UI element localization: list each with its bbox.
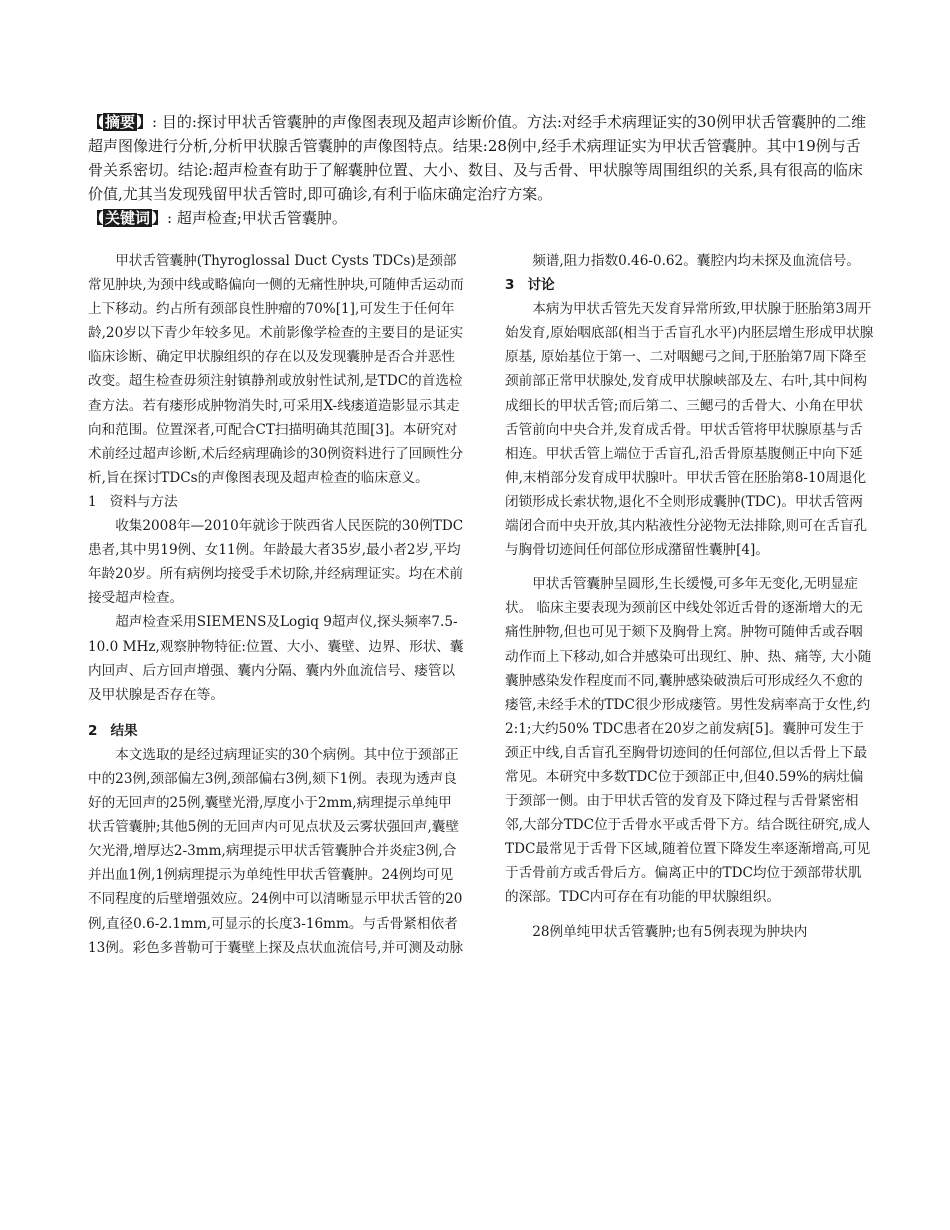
section-3-heading: 3 讨论 (505, 277, 555, 294)
section-3-paragraph-1: 本病为甲状舌管先天发育异常所致,甲状腺于胚胎第3周开始发育,原始咽底部(相当于舌盲孔水平)内胚层增生形成甲状腺原基, 原始基位于第一、二对咽鳃弓之间,于胚胎第7周下降至颈前部正常甲状腺处,发育成甲状腺峡部及左、右叶,其中间构成细长的甲状舌管;而后第二、三鳃弓的舌骨大、小角在甲状舌管前向中央合并,发育成舌骨。甲状舌管将甲状腺原基与舌相连。甲状舌管上端位于舌盲孔,沿舌骨原基腹侧正中向下延伸,末梢部分发育成甲状腺叶。甲状舌管在胚胎第8-10周退化闭锁形成长索状物,退化不全则形成囊肿(TDC)。甲状舌管两端闭合而中央开放,其内粘液性分泌物无法排除,则可在舌盲孔与胸骨切迹间任何部位形成潴留性囊肿[4]。 (505, 301, 874, 559)
section-1-paragraph-2: 超声检查采用SIEMENS及Logiq 9超声仪,探头频率7.5-10.0 MHz,观察肿物特征:位置、大小、囊壁、边界、形状、囊内回声、后方回声增强、囊内分隔、囊内外血流信号、瘘管以及甲状腺是否存在等。 (88, 614, 464, 703)
section-2-paragraph-1: 本文选取的是经过病理证实的30个病例。其中位于颈部正中的23例,颈部偏左3例,颈部偏右3例,颏下1例。表现为透声良好的无回声的25例,囊壁光滑,厚度小于2mm,病理提示单纯甲状舌管囊肿;其他5例的无回声内可见点状及云雾状强回声,囊壁欠光滑,增厚达2-3mm,病理提示甲状舌管囊肿合并炎症3例,合并出血1例,1例病理提示为单纯性甲状舌管囊肿。24例均可见不同程度的后壁增强效应。24例中可以清晰显示甲状舌管的20例,直径0.6-2.1mm,可显示的长度3-16mm。与舌骨紧相依者13例。彩色多普勒可于囊壁上探及点状血流信号,并可测及动脉 (88, 746, 464, 956)
keywords-label: 【 关键词 】 (88, 209, 168, 227)
abstract-block (88, 110, 870, 230)
section-1-paragraph-1: 收集2008年—2010年就诊于陕西省人民医院的30例TDC患者,其中男19例、女11例。年龄最大者35岁,最小者2岁,平均年龄20岁。所有病例均接受手术切除,并经病理证实。均在术前接受超声检查。 (88, 518, 464, 607)
section-3-paragraph-3: 28例单纯甲状舌管囊肿;也有5例表现为肿块内 (532, 923, 808, 940)
keywords-text: : 超声检查;甲状舌管囊肿。 (167, 209, 347, 227)
abstract-text: : 目的:探讨甲状舌管囊肿的声像图表现及超声诊断价值。方法:对经手术病理证实的30例甲状舌管囊肿的二维超声图像进行分析,分析甲状腺舌管囊肿的声像图特点。结果:28例中,经手术病理证实为甲状舌管囊肿。其中19例与舌骨关系密切。结论:超声检查有助于了解囊肿位置、大小、数目、及与舌骨、甲状腺等周围组织的关系,具有很高的临床价值,尤其当发现残留甲状舌管时,即可确诊,有利于临床确定治疗方案。 (88, 113, 867, 203)
results-continuation: 频谱,阻力指数0.46-0.62。囊腔内均未探及血流信号。 (532, 253, 860, 269)
intro-paragraph: 甲状舌管囊肿(Thyroglossal Duct Cysts TDCs)是颈部常见肿块,为颈中线或略偏向一侧的无痛性肿块,可随伸舌运动而上下移动。约占所有颈部良性肿瘤的70%[1],可发生于任何年龄,20岁以下青少年较多见。术前影像学检查的主要目的是证实临床诊断、确定甲状腺组织的存在以及发现囊肿是否合并恶性改变。超生检查毋须注射镇静剂或放射性试剂,是TDC的首选检查方法。若有瘘形成肿物消失时,可采用X-线瘘道造影显示其走向和范围。位置深者,可配合CT扫描明确其范围[3]。本研究对术前经过超声诊断,术后经病理确诊的30例资料进行了回顾性分析,旨在探讨TDCs的声像图表现及超声检查的临床意义。 (88, 253, 464, 486)
left-column (88, 249, 464, 960)
section-2-heading: 2 结果 (88, 722, 138, 739)
keywords-paragraph (88, 206, 870, 230)
abstract-paragraph (88, 110, 870, 206)
section-1-heading: 1 资料与方法 (88, 493, 178, 510)
abstract-label: 【 摘要 】 (88, 113, 153, 131)
section-3-paragraph-2: 甲状舌管囊肿呈圆形,生长缓慢,可多年无变化,无明显症状。 临床主要表现为颈前区中线处邻近舌骨的逐渐增大的无痛性肿物,但也可见于颏下及胸骨上窝。肿物可随伸舌或吞咽动作而上下移动,如合并感染可出现红、肿、热、痛等, 大小随囊肿感染发作程度而不同,囊肿感染破溃后可形成经久不愈的瘘管,未经手术的TDC很少形成瘘管。男性发病率高于女性,约2:1;大约50% TDC患者在20岁之前发病[5]。囊肿可发生于颈正中线,自舌盲孔至胸骨切迹间的任何部位,但以舌骨上下最常见。本研究中多数TDC位于颈部正中,但40.59%的病灶偏于颈部一侧。由于甲状舌管的发育及下降过程与舌骨紧密相邻,大部分TDC位于舌骨水平或舌骨下方。结合既往研究,成人TDC最常见于舌骨下区域,随着位置下降发生率逐渐增高,可见于舌骨前方或舌骨后方。偏离正中的TDC均位于颈部带状肌的深部。TDC内可存在有功能的甲状腺组织。 (505, 576, 872, 906)
right-column (505, 249, 875, 944)
